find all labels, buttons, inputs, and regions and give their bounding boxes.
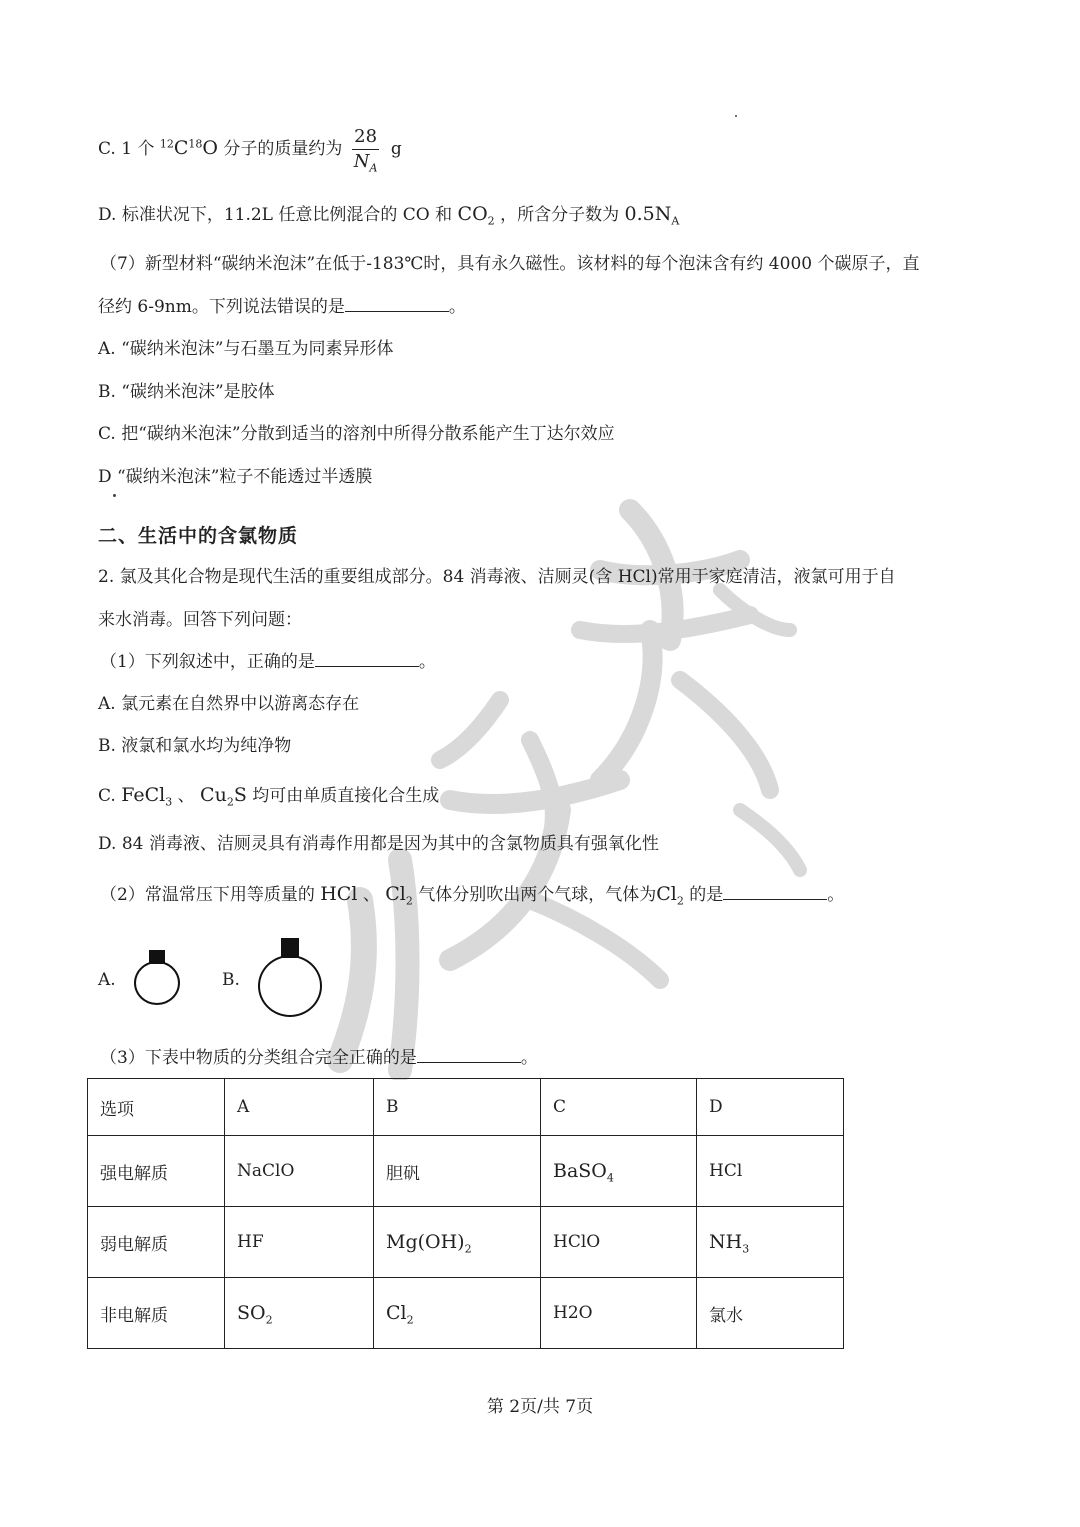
table-cell (374, 1278, 541, 1349)
fraction-denominator-symbol: N (353, 151, 370, 172)
table-cell: H2O (541, 1278, 697, 1349)
so2-sub: 2 (265, 1313, 273, 1327)
q7-option-b: B. “碳纳米泡沫”是胶体 (98, 382, 275, 402)
cl2-formula: Cl (656, 883, 677, 905)
mass-fraction (352, 125, 380, 174)
q2-part1-end: 。 (418, 652, 436, 672)
hcl-formula: HCl (320, 883, 358, 905)
balloon-a-icon (134, 961, 180, 1005)
molecule-count-sub: A (671, 214, 680, 228)
option-d-prefix: D. 标准状况下，11.2L 任意比例混合的 CO 和 (98, 205, 453, 225)
carbon-symbol: C (173, 137, 189, 159)
cu2s-s: S (233, 784, 247, 806)
table-cell (697, 1207, 844, 1278)
option-c-suffix: 均可由单质直接化合生成 (252, 786, 440, 806)
fraction-denominator (352, 149, 380, 174)
table-header-cell: D (697, 1079, 844, 1136)
oxygen-symbol: O (202, 137, 218, 159)
answer-blank[interactable] (315, 652, 419, 667)
table-cell: HCl (697, 1136, 844, 1207)
mgoh2-formula: Mg(OH) (386, 1231, 465, 1253)
balloon-b-icon (258, 955, 322, 1017)
option-c-prefix: C. 1 个 (98, 139, 155, 159)
page-number: 第 2页/共 7页 (486, 1397, 594, 1417)
row-label: 强电解质 (88, 1136, 225, 1207)
table-row (88, 1278, 844, 1349)
table-cell: NaClO (225, 1136, 374, 1207)
q2-part1-option-c (98, 783, 439, 808)
co2-formula: CO (457, 203, 488, 225)
balloon-b-label: B. (222, 970, 240, 990)
q2-intro-line2: 来水消毒。回答下列问题： (98, 610, 302, 630)
table-cell: 氯水 (697, 1278, 844, 1349)
q2-part1-option-a: A. 氯元素在自然界中以游离态存在 (98, 694, 360, 714)
q2-part3-text: （3）下表中物质的分类组合完全正确的是 (100, 1048, 417, 1068)
stray-dot (113, 494, 116, 497)
q2-part3-end: 。 (520, 1048, 538, 1068)
stray-dot (735, 115, 737, 117)
fraction-denominator-sub: A (369, 161, 378, 175)
option-c-mass (98, 125, 402, 174)
cl2-formula: Cl (386, 1302, 407, 1324)
fraction-numerator: 28 (354, 126, 378, 147)
option-c-label: C. (98, 786, 116, 806)
q2-part1-stem (100, 650, 436, 674)
separator: 、 (362, 885, 380, 905)
cu2s-formula: Cu (200, 784, 227, 806)
q2-part2-suffix: 的是 (689, 885, 724, 905)
q2-part3-stem (100, 1046, 538, 1070)
nh3-sub: 3 (742, 1242, 750, 1256)
table-cell (374, 1207, 541, 1278)
separator: 、 (177, 786, 195, 806)
fecl3-formula: FeCl (121, 784, 166, 806)
so2-formula: SO (237, 1302, 266, 1324)
q2-part1-option-d: D. 84 消毒液、洁厕灵具有消毒作用都是因为其中的含氯物质具有强氧化性 (98, 834, 659, 854)
table-cell (225, 1278, 374, 1349)
mgoh2-sub: 2 (464, 1242, 472, 1256)
q7-stem-text: 径约 6-9nm。下列说法错误的是 (98, 297, 345, 317)
table-header-cell: 选项 (88, 1079, 225, 1136)
answer-blank[interactable] (417, 1048, 521, 1063)
table-header-row (88, 1079, 844, 1136)
table-row (88, 1136, 844, 1207)
table-cell: HClO (541, 1207, 697, 1278)
mass-unit: g (390, 139, 402, 159)
option-d-mid: ，所含分子数为 (500, 205, 620, 225)
q7-stem-line2 (98, 295, 466, 319)
q2-part2-stem (100, 882, 844, 907)
answer-blank[interactable] (723, 885, 827, 900)
q2-part2-prefix: （2）常温常压下用等质量的 (100, 885, 315, 905)
cl2-formula: Cl (385, 883, 406, 905)
balloon-a-label: A. (98, 970, 116, 990)
cl2-sub: 2 (406, 1313, 414, 1327)
q2-part1-text: （1）下列叙述中，正确的是 (100, 652, 315, 672)
q7-end: 。 (448, 297, 466, 317)
q7-option-a: A. “碳纳米泡沫”与石墨互为同素异形体 (98, 339, 394, 359)
table-header-cell: A (225, 1079, 374, 1136)
table-header-cell: C (541, 1079, 697, 1136)
q7-option-c: C. 把“碳纳米泡沫”分散到适当的溶剂中所得分散系能产生丁达尔效应 (98, 424, 615, 444)
nh3-formula: NH (709, 1231, 743, 1253)
q2-intro-line1: 2. 氯及其化合物是现代生活的重要组成部分。84 消毒液、洁厕灵(含 HCl)常用于家庭清洁，液氯可用于自 (98, 567, 896, 587)
baso4-sub: 4 (606, 1171, 614, 1185)
option-c-suffix: 分子的质量约为 (223, 139, 343, 159)
table-row (88, 1207, 844, 1278)
table-cell: HF (225, 1207, 374, 1278)
table-header-cell: B (374, 1079, 541, 1136)
q2-part1-option-b: B. 液氯和氯水均为纯净物 (98, 736, 292, 756)
isotope-18: 18 (188, 137, 203, 151)
row-label: 弱电解质 (88, 1207, 225, 1278)
table-cell (541, 1136, 697, 1207)
co2-sub: 2 (487, 214, 495, 228)
q7-stem-line1: （7）新型材料“碳纳米泡沫”在低于-183℃时，具有永久磁性。该材料的每个泡沫含有约 4000 个碳原子，直 (100, 254, 920, 274)
row-label: 非电解质 (88, 1278, 225, 1349)
section-heading: 二、生活中的含氯物质 (98, 525, 299, 547)
table-cell: 胆矾 (374, 1136, 541, 1207)
fecl3-sub: 3 (165, 795, 173, 809)
molecule-count: 0.5N (624, 203, 672, 225)
answer-blank[interactable] (345, 297, 449, 312)
q7-option-d: D “碳纳米泡沫”粒子不能透过半透膜 (98, 467, 373, 487)
baso4-formula: BaSO (553, 1160, 607, 1182)
q2-part2-mid: 气体分别吹出两个气球，气体为 (418, 885, 657, 905)
isotope-12: 12 (159, 137, 174, 151)
cl2-sub: 2 (676, 894, 684, 908)
q2-part2-end: 。 (827, 885, 845, 905)
option-d-molecules (98, 202, 679, 227)
cu2s-sub: 2 (226, 795, 234, 809)
cl2-sub: 2 (405, 894, 413, 908)
classification-table (87, 1078, 844, 1349)
